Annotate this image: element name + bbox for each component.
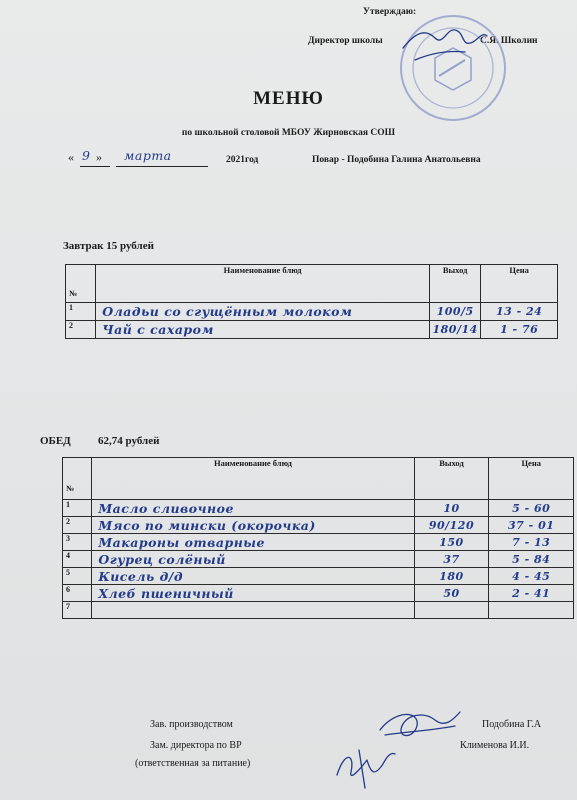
col-name: Наименование блюд (92, 458, 414, 500)
footer-line-1: Зав. производством (150, 719, 233, 730)
director-name: С.Я. Школин (480, 36, 538, 46)
footer-line-3: (ответственная за питание) (135, 758, 251, 769)
date-close-quote: » (96, 150, 102, 164)
table-row: 7 (63, 602, 574, 619)
lunch-heading-price: 62,74 рублей (98, 435, 160, 447)
table-row: 4 Огурец солёный 37 5 - 84 (63, 551, 574, 568)
date-open-quote: « (68, 150, 74, 164)
page-subtitle: по школьной столовой МБОУ Жирновская СОШ (181, 128, 396, 138)
director-label: Директор школы (308, 36, 383, 46)
col-price: Цена (489, 458, 574, 500)
table-row: 5 Кисель д/д 180 4 - 45 (63, 568, 574, 585)
col-num: № (63, 458, 92, 500)
approve-label: Утверждаю: (363, 7, 417, 17)
table-row: 2 Мясо по мински (окорочка) 90/120 37 - 01 (63, 517, 574, 534)
table-row: 6 Хлеб пшеничный 50 2 - 41 (63, 585, 574, 602)
date-year: 2021год (226, 155, 259, 165)
col-name: Наименование блюд (96, 265, 430, 303)
col-num: № (66, 265, 96, 303)
date-day: 9 (82, 148, 91, 163)
footer-line-2: Зам. директора по ВР (150, 740, 242, 751)
breakfast-heading: Завтрак 15 рублей (63, 240, 154, 252)
lunch-heading-label: ОБЕД (40, 435, 71, 447)
col-price: Цена (481, 265, 558, 303)
page-title: МЕНЮ (253, 88, 324, 109)
col-yield: Выход (414, 458, 489, 500)
month-underline (116, 166, 208, 167)
breakfast-table (65, 264, 558, 339)
cook-line: Повар - Подобина Галина Анатольевна (312, 155, 481, 165)
date-month: марта (124, 148, 172, 163)
footer-name-1: Подобина Г.А (482, 719, 542, 730)
table-row: 1 Масло сливочное 10 5 - 60 (63, 500, 574, 517)
col-yield: Выход (429, 265, 480, 303)
table-row: 1 Оладьи со сгущённым молоком 100/5 13 - 24 (66, 303, 558, 321)
table-row: 3 Макароны отварные 150 7 - 13 (63, 534, 574, 551)
day-underline (80, 166, 110, 167)
signatures (325, 690, 465, 795)
school-stamp (395, 8, 515, 128)
lunch-table (62, 457, 574, 619)
table-row: 2 Чай с сахаром 180/14 1 - 76 (66, 321, 558, 339)
footer-name-2: Клименова И.И. (460, 740, 530, 751)
